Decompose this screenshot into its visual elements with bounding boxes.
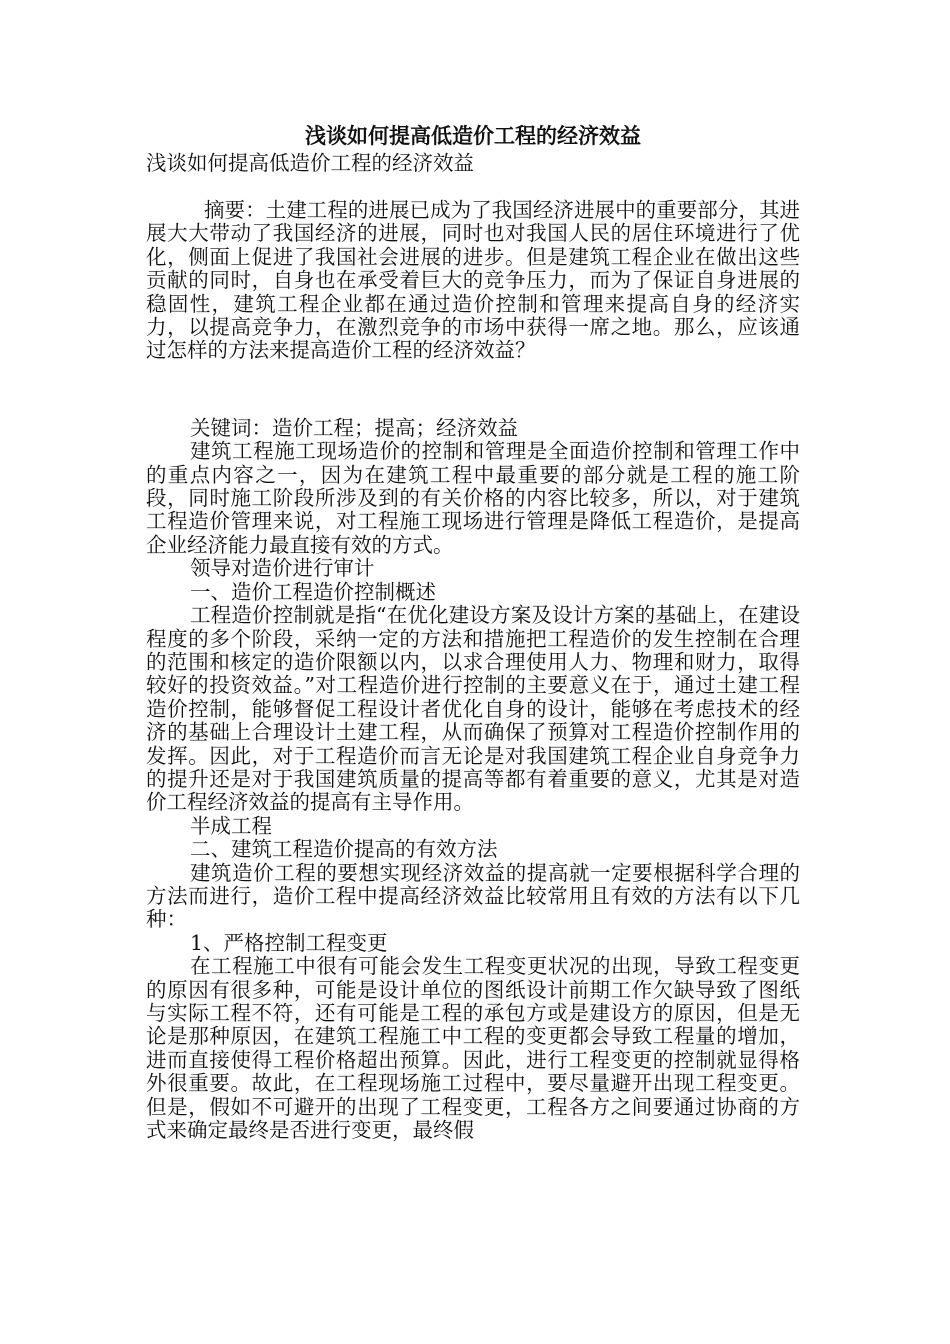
document-page	[146, 122, 800, 1142]
body-paragraph-2: 工程造价控制就是指“在优化建设方案及设计方案的基础上，在建设程度的多个阶段，采纳一定的方法和措施把工程造价的发生控制在合理的范围和核定的造价限额以内，以求合理使用人力、物理和财力，取得较好的投资效益。”对工程造价进行控制的主要意义在于，通过土建工程造价控制，能够督促工程设计者优化自身的设计，能够在考虑技术的经济的基础上合理设计土建工程，从而确保了预算对工程造价控制作用的发挥。因此，对于工程造价而言无论是对我国建筑工程企业自身竞争力的提升还是对于我国建筑质量的提高等都有着重要的意义，尤其是对造价工程经济效益的提高有主导作用。	[146, 603, 800, 815]
abstract-paragraph: 摘要：土建工程的进展已成为了我国经济进展中的重要部分，其进展大大带动了我国经济的进展，同时也对我国人民的居住环境进行了优化，侧面上促进了我国社会进展的进步。但是建筑工程企业在做出这些贡献的同时，自身也在承受着巨大的竞争压力，而为了保证自身进展的稳固性，建筑工程企业都在通过造价控制和管理来提高自身的经济实力，以提高竞争力，在激烈竞争的市场中获得一席之地。那么，应该通过怎样的方法来提高造价工程的经济效益？	[146, 198, 800, 363]
body-paragraph-4: 在工程施工中很有可能会发生工程变更状况的出现，导致工程变更的原因有很多种，可能是设计单位的图纸设计前期工作欠缺导致了图纸与实际工程不符，还有可能是工程的承包方或是建设方的原因，但是无论是那种原因，在建筑工程施工中工程的变更都会导致工程量的增加，进而直接使得工程价格超出预算。因此，进行工程变更的控制就显得格外很重要。故此，在工程现场施工过程中，要尽量避开出现工程变更。但是，假如不可避开的出现了工程变更，工程各方之间要通过协商的方式来确定最终是否进行变更，最终假	[146, 954, 800, 1143]
document-title: 浅谈如何提高低造价工程的经济效益	[305, 123, 641, 148]
section-heading-1: 一、造价工程造价控制概述	[190, 579, 436, 604]
spacer	[146, 363, 800, 417]
audit-line: 领导对造价进行审计	[190, 556, 375, 581]
body-paragraph-3: 建筑造价工程的要想实现经济效益的提高就一定要根据科学合理的方法而进行，造价工程中提高经济效益比较常用且有效的方法有以下几种：	[146, 860, 800, 932]
document-subtitle: 浅谈如何提高低造价工程的经济效益	[146, 151, 474, 175]
spacer	[146, 176, 800, 199]
section-heading-2: 二、建筑工程造价提高的有效方法	[190, 837, 498, 862]
keywords-line: 关键词：造价工程；提高；经济效益	[190, 415, 518, 440]
body-paragraph-1: 建筑工程施工现场造价的控制和管理是全面造价控制和管理工作中的重点内容之一，因为在建筑工程中最重要的部分就是工程的施工阶段，同时施工阶段所涉及到的有关价格的内容比较多，所以，对于建筑工程造价管理来说，对工程施工现场进行管理是降低工程造价，是提高企业经济能力最直接有效的方式。	[146, 439, 800, 557]
subsection-heading-1: 1、严格控制工程变更	[190, 930, 388, 955]
semi-project-line: 半成工程	[190, 813, 272, 838]
